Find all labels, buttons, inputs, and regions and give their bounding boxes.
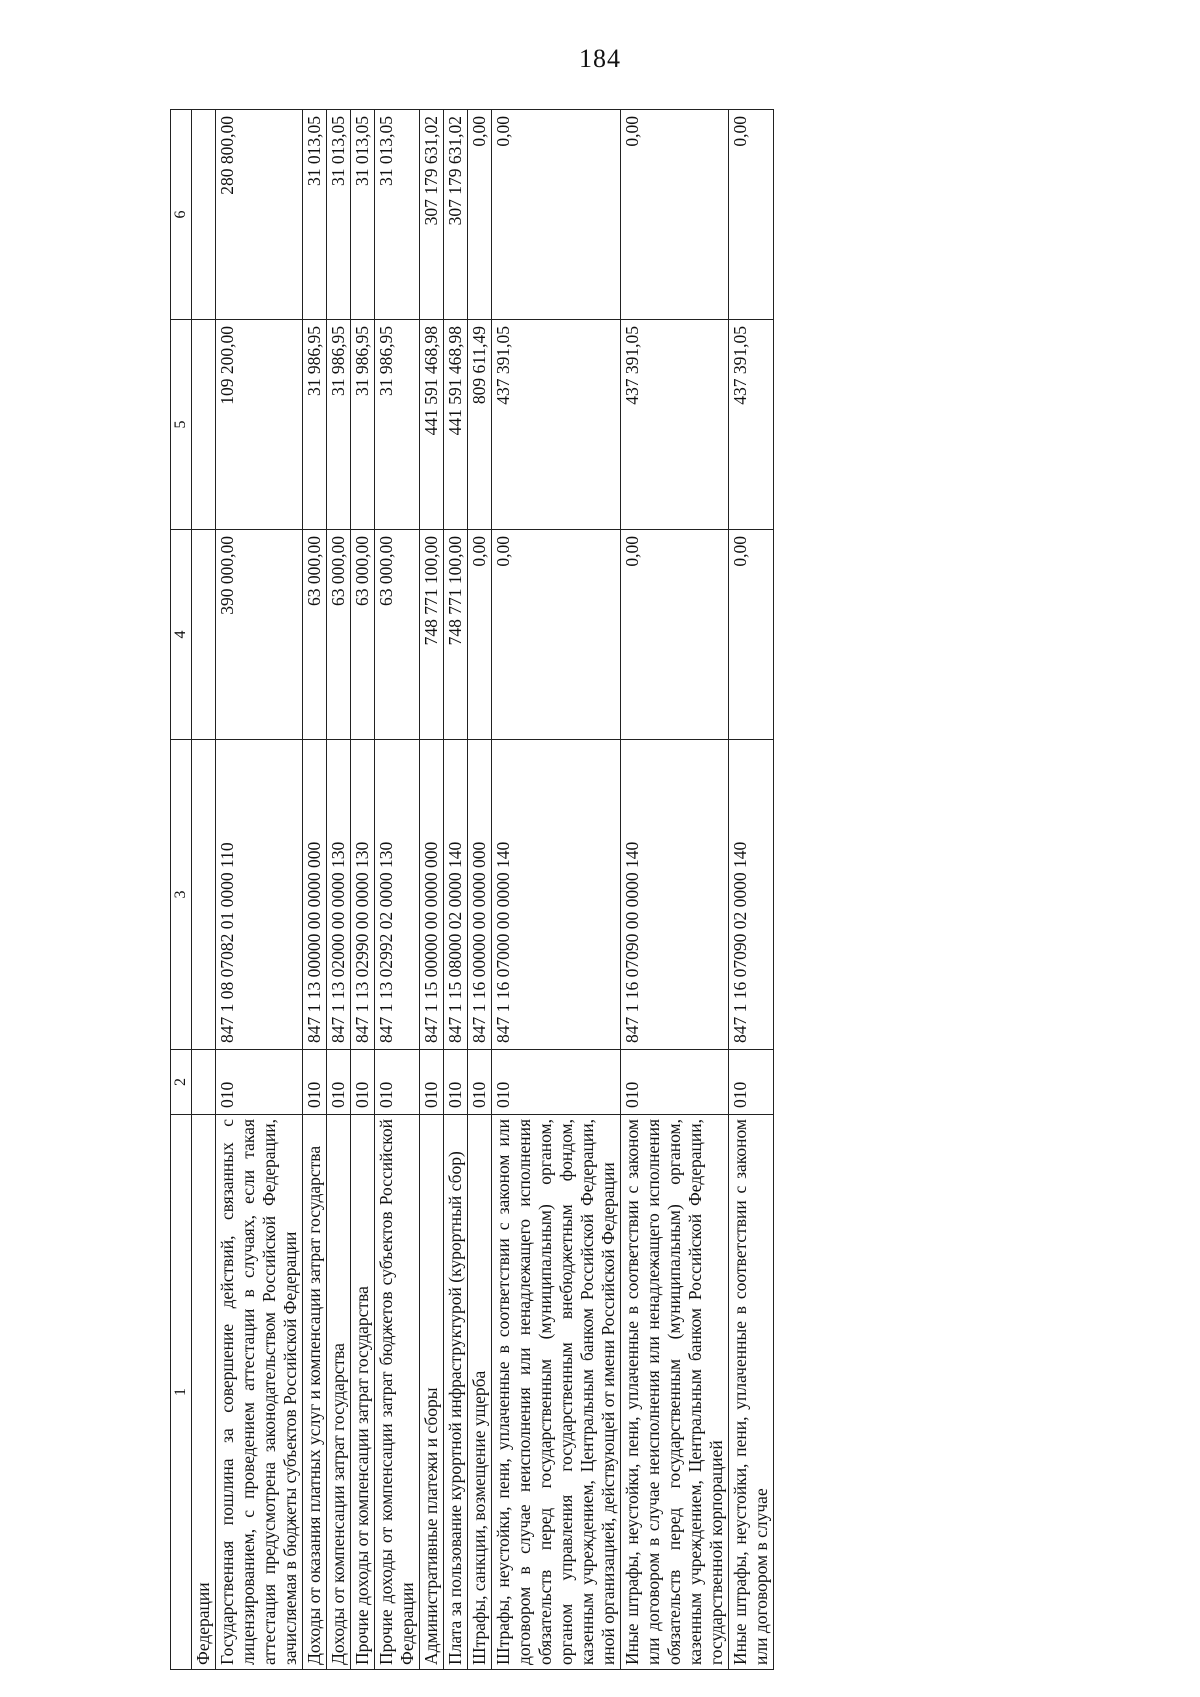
revenue-name-cell: Прочие доходы от компенсации затрат бюджетов субъектов Российской Федерации <box>375 1115 420 1670</box>
revenue-name-cell: Иные штрафы, неустойки, пени, уплаченные в соответствии с законом или договором в случае <box>729 1115 774 1670</box>
admin-code-cell: 010 <box>375 1050 420 1115</box>
executed-amount-cell: 31 986,95 <box>375 320 420 530</box>
executed-amount-cell: 441 591 468,98 <box>420 320 444 530</box>
plan-amount-cell: 0,00 <box>492 530 621 740</box>
rotated-table-container <box>170 110 1140 1670</box>
budget-code-cell: 847 1 08 07082 01 0000 110 <box>216 740 303 1050</box>
table-row <box>375 110 420 1670</box>
revenue-name-cell: Государственная пошлина за совершение действий, связанных с лицензированием, с проведением аттестации в случаях, если такая аттестация предусмотрена законодательством Российской Федерации, зачисляемая в бюджеты субъектов Российской Федерации <box>216 1115 303 1670</box>
budget-code-cell: 847 1 13 02992 02 0000 130 <box>375 740 420 1050</box>
column-number: 3 <box>171 740 192 1050</box>
table-row <box>468 110 492 1670</box>
executed-amount-cell: 437 391,05 <box>492 320 621 530</box>
admin-code-cell: 010 <box>420 1050 444 1115</box>
column-number: 1 <box>171 1115 192 1670</box>
table-row <box>729 110 774 1670</box>
remainder-amount-cell: 31 013,05 <box>375 110 420 320</box>
plan-amount-cell: 748 771 100,00 <box>444 530 468 740</box>
empty-cell <box>192 320 216 530</box>
admin-code-cell: 010 <box>216 1050 303 1115</box>
admin-code-cell: 010 <box>492 1050 621 1115</box>
revenue-name-cell: Штрафы, неустойки, пени, уплаченные в соответствии с законом или договором в случае неисполнения или ненадлежащего исполнения обязательств перед государственным (муниципальным) органом, органом управления государственным внебюджетным фондом, казенным учреждением, Центральным банком Российской Федерации, иной организацией, действующей от имени Российской Федерации <box>492 1115 621 1670</box>
continuation-row <box>192 110 216 1670</box>
executed-amount-cell: 437 391,05 <box>621 320 729 530</box>
table-row <box>621 110 729 1670</box>
column-number: 5 <box>171 320 192 530</box>
admin-code-cell: 010 <box>444 1050 468 1115</box>
remainder-amount-cell: 307 179 631,02 <box>444 110 468 320</box>
table-row <box>216 110 303 1670</box>
plan-amount-cell: 0,00 <box>729 530 774 740</box>
budget-code-cell: 847 1 15 00000 00 0000 000 <box>420 740 444 1050</box>
revenue-name-cell: Административные платежи и сборы <box>420 1115 444 1670</box>
executed-amount-cell: 31 986,95 <box>303 320 327 530</box>
plan-amount-cell: 390 000,00 <box>216 530 303 740</box>
table-row <box>303 110 327 1670</box>
table-row <box>327 110 351 1670</box>
budget-revenue-table <box>170 109 774 1670</box>
table-row <box>351 110 375 1670</box>
revenue-name-cell: Доходы от компенсации затрат государства <box>327 1115 351 1670</box>
revenue-name-cell: Плата за пользование курортной инфраструктурой (курортный сбор) <box>444 1115 468 1670</box>
plan-amount-cell: 63 000,00 <box>327 530 351 740</box>
empty-cell <box>192 530 216 740</box>
remainder-amount-cell: 307 179 631,02 <box>420 110 444 320</box>
admin-code-cell: 010 <box>327 1050 351 1115</box>
budget-code-cell: 847 1 13 02000 00 0000 130 <box>327 740 351 1050</box>
budget-code-cell: 847 1 13 02990 00 0000 130 <box>351 740 375 1050</box>
remainder-amount-cell: 0,00 <box>468 110 492 320</box>
plan-amount-cell: 63 000,00 <box>375 530 420 740</box>
table-row <box>492 110 621 1670</box>
plan-amount-cell: 0,00 <box>468 530 492 740</box>
budget-code-cell: 847 1 16 07000 00 0000 140 <box>492 740 621 1050</box>
budget-code-cell: 847 1 13 00000 00 0000 000 <box>303 740 327 1050</box>
revenue-name-cell: Штрафы, санкции, возмещение ущерба <box>468 1115 492 1670</box>
executed-amount-cell: 109 200,00 <box>216 320 303 530</box>
remainder-amount-cell: 280 800,00 <box>216 110 303 320</box>
budget-code-cell: 847 1 15 08000 02 0000 140 <box>444 740 468 1050</box>
budget-code-cell: 847 1 16 00000 00 0000 000 <box>468 740 492 1050</box>
remainder-amount-cell: 0,00 <box>621 110 729 320</box>
continuation-cell: Федерации <box>192 1115 216 1670</box>
plan-amount-cell: 63 000,00 <box>351 530 375 740</box>
remainder-amount-cell: 0,00 <box>729 110 774 320</box>
plan-amount-cell: 748 771 100,00 <box>420 530 444 740</box>
admin-code-cell: 010 <box>468 1050 492 1115</box>
remainder-amount-cell: 31 013,05 <box>351 110 375 320</box>
budget-code-cell: 847 1 16 07090 02 0000 140 <box>729 740 774 1050</box>
admin-code-cell: 010 <box>621 1050 729 1115</box>
admin-code-cell: 010 <box>351 1050 375 1115</box>
admin-code-cell: 010 <box>729 1050 774 1115</box>
executed-amount-cell: 437 391,05 <box>729 320 774 530</box>
empty-cell <box>192 110 216 320</box>
executed-amount-cell: 31 986,95 <box>351 320 375 530</box>
executed-amount-cell: 441 591 468,98 <box>444 320 468 530</box>
column-number: 4 <box>171 530 192 740</box>
revenue-name-cell: Иные штрафы, неустойки, пени, уплаченные в соответствии с законом или договором в случае неисполнения или ненадлежащего исполнения обязательств перед государственным (муниципальным) органом, казенным учреждением, Центральным банком Российской Федерации, государственной корпорацией <box>621 1115 729 1670</box>
empty-cell <box>192 1050 216 1115</box>
plan-amount-cell: 0,00 <box>621 530 729 740</box>
executed-amount-cell: 809 611,49 <box>468 320 492 530</box>
table-row <box>420 110 444 1670</box>
empty-cell <box>192 740 216 1050</box>
table-row <box>444 110 468 1670</box>
budget-code-cell: 847 1 16 07090 00 0000 140 <box>621 740 729 1050</box>
plan-amount-cell: 63 000,00 <box>303 530 327 740</box>
remainder-amount-cell: 0,00 <box>492 110 621 320</box>
revenue-name-cell: Доходы от оказания платных услуг и компенсации затрат государства <box>303 1115 327 1670</box>
column-number-row <box>171 110 192 1670</box>
page-number: 184 <box>579 44 621 73</box>
column-number: 6 <box>171 110 192 320</box>
executed-amount-cell: 31 986,95 <box>327 320 351 530</box>
admin-code-cell: 010 <box>303 1050 327 1115</box>
revenue-name-cell: Прочие доходы от компенсации затрат государства <box>351 1115 375 1670</box>
column-number: 2 <box>171 1050 192 1115</box>
remainder-amount-cell: 31 013,05 <box>303 110 327 320</box>
remainder-amount-cell: 31 013,05 <box>327 110 351 320</box>
